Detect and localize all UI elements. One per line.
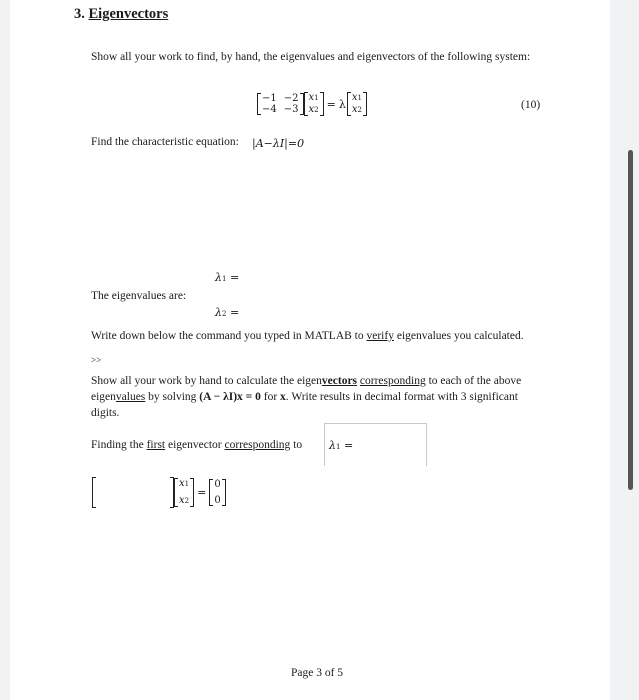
bottom-equals-sign: =: [197, 486, 207, 499]
matrix-cell: −2: [283, 93, 299, 104]
eigenvalues-label: The eigenvalues are:: [91, 290, 187, 302]
char-eq-expression: |A−λI|=0: [252, 137, 305, 150]
unknown-vector-rhs: x1 x2: [347, 92, 367, 116]
matrix-cell: −4: [262, 104, 277, 115]
unknown-vector: x1 x2: [304, 92, 324, 116]
matlab-instruction: Write down below the command you typed in MATLAB to verify eigenvalues you calculated.: [91, 330, 524, 342]
points-label: (10): [521, 99, 541, 111]
vertical-scrollbar[interactable]: [628, 150, 633, 490]
bottom-unknown-vector: x1 x2: [174, 478, 194, 507]
first-eigvec-label: Finding the first eigenvector corresponding to: [91, 439, 303, 451]
coefficient-matrix: [257, 93, 304, 115]
matrix-cell: −3: [283, 104, 299, 115]
matlab-prompt: >>: [91, 355, 102, 365]
lambda-symbol: λ: [338, 97, 346, 111]
eigvec-instruction-line3: digits.: [91, 407, 120, 419]
lambda1-answer-label: λ1 =: [329, 439, 354, 452]
section-heading: [74, 6, 168, 23]
lambda1-line: λ1 =: [215, 271, 240, 284]
section-number: 3.: [74, 6, 85, 22]
eigvec-instruction-line1: Show all your work by hand to calculate the eigenvectors corresponding to each of the above: [91, 375, 522, 387]
equals-sign: =: [326, 97, 336, 111]
matrix-open-bracket: [92, 477, 96, 508]
eigvec-system: [170, 477, 226, 508]
page-number: Page 3 of 5: [291, 667, 344, 679]
char-eq-label: Find the characteristic equation:: [91, 136, 239, 148]
eigvec-instruction-line2: eigenvalues by solving (A − λI)x = 0 for x. Write results in decimal format with 3 significant: [91, 391, 518, 403]
section-title: Eigenvectors: [88, 6, 169, 22]
zero-vector: 0 0: [209, 479, 225, 506]
matrix-cell: −1: [262, 93, 277, 104]
lambda2-line: λ2 =: [215, 306, 240, 319]
intro-text: Show all your work to find, by hand, the eigenvalues and eigenvectors of the following system:: [91, 51, 531, 63]
system-equation: [257, 92, 367, 116]
